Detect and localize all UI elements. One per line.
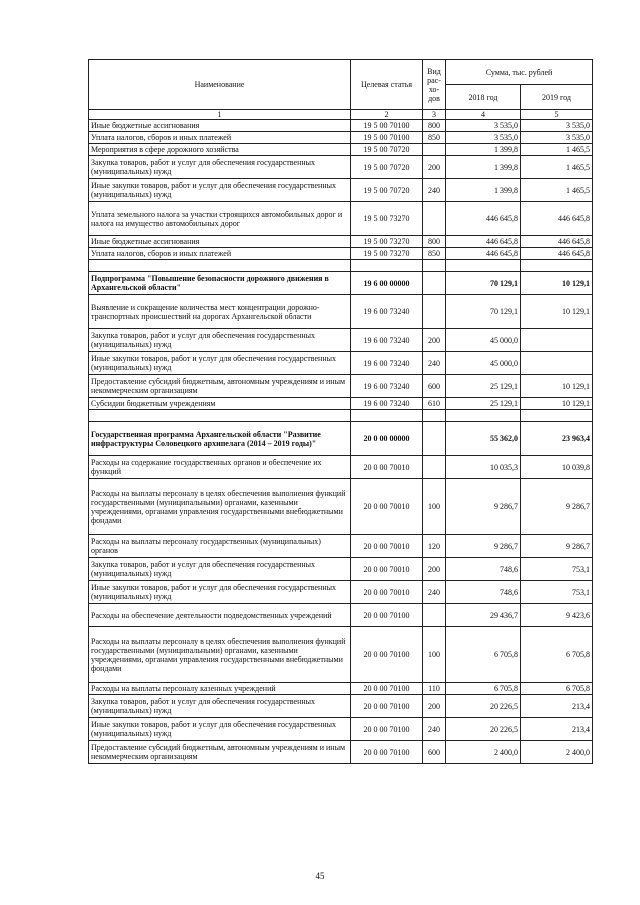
row-expense-type: 100 <box>423 627 446 683</box>
row-value-2019: 213,4 <box>521 718 593 741</box>
row-expense-type: 240 <box>423 179 446 202</box>
row-target-code: 19 5 00 70720 <box>351 179 423 202</box>
table-row <box>89 456 593 479</box>
table-row <box>89 156 593 179</box>
row-value-2018: 20 226,5 <box>446 718 521 741</box>
table-row <box>89 398 593 410</box>
row-value-2019: 23 963,4 <box>521 422 593 456</box>
spacer-cell <box>521 260 593 272</box>
row-name: Иные закупки товаров, работ и услуг для обеспечения государственных (муниципальных) нужд <box>89 581 351 604</box>
row-target-code: 19 6 00 73240 <box>351 352 423 375</box>
row-expense-type: 200 <box>423 156 446 179</box>
row-value-2019: 446 645,8 <box>521 202 593 236</box>
row-target-code: 20 0 00 70010 <box>351 558 423 581</box>
header-row <box>89 60 593 85</box>
row-target-code: 19 6 00 73240 <box>351 375 423 398</box>
table-row <box>89 236 593 248</box>
table-row <box>89 179 593 202</box>
row-value-2018: 748,6 <box>446 558 521 581</box>
row-value-2019: 10 129,1 <box>521 295 593 329</box>
row-target-code: 20 0 00 70100 <box>351 695 423 718</box>
row-name: Закупка товаров, работ и услуг для обеспечения государственных (муниципальных) нужд <box>89 695 351 718</box>
row-target-code: 20 0 00 00000 <box>351 422 423 456</box>
row-target-code: 19 6 00 73240 <box>351 329 423 352</box>
row-target-code: 20 0 00 70010 <box>351 581 423 604</box>
row-value-2018: 9 286,7 <box>446 479 521 535</box>
row-expense-type: 100 <box>423 479 446 535</box>
row-target-code: 19 6 00 00000 <box>351 272 423 295</box>
row-value-2019 <box>521 352 593 375</box>
row-expense-type <box>423 604 446 627</box>
row-name: Уплата земельного налога за участки строящихся автомобильных дорог и налога на имущество автомобильных дорог <box>89 202 351 236</box>
row-target-code: 20 0 00 70010 <box>351 535 423 558</box>
row-target-code: 19 6 00 73240 <box>351 398 423 410</box>
table-row <box>89 581 593 604</box>
row-value-2019: 3 535,0 <box>521 132 593 144</box>
column-number: 1 <box>89 110 351 120</box>
row-name: Подпрограмма "Повышение безопасности дорожного движения в Архангельской области" <box>89 272 351 295</box>
row-expense-type: 240 <box>423 581 446 604</box>
row-expense-type <box>423 422 446 456</box>
row-name: Расходы на выплаты персоналу государственных (муниципальных) органов <box>89 535 351 558</box>
column-number-row <box>89 110 593 120</box>
table-row <box>89 741 593 764</box>
row-value-2019: 753,1 <box>521 558 593 581</box>
row-target-code: 19 5 00 70720 <box>351 156 423 179</box>
row-value-2018: 45 000,0 <box>446 352 521 375</box>
row-value-2019: 1 465,5 <box>521 144 593 156</box>
row-value-2018: 446 645,8 <box>446 248 521 260</box>
row-value-2018: 3 535,0 <box>446 132 521 144</box>
spacer-row <box>89 410 593 422</box>
table-row <box>89 627 593 683</box>
row-expense-type: 240 <box>423 718 446 741</box>
row-value-2018: 45 000,0 <box>446 329 521 352</box>
table-row <box>89 422 593 456</box>
row-value-2019: 1 465,5 <box>521 179 593 202</box>
row-value-2019: 6 705,8 <box>521 627 593 683</box>
budget-table-body <box>89 60 593 764</box>
table-row <box>89 202 593 236</box>
table-row <box>89 248 593 260</box>
spacer-cell <box>423 410 446 422</box>
row-target-code: 19 5 00 73270 <box>351 236 423 248</box>
row-value-2019: 10 129,1 <box>521 375 593 398</box>
row-target-code: 19 5 00 70720 <box>351 144 423 156</box>
header-year-2019: 2019 год <box>521 85 593 110</box>
row-expense-type: 610 <box>423 398 446 410</box>
row-expense-type: 200 <box>423 558 446 581</box>
row-name: Иные бюджетные ассигнования <box>89 120 351 132</box>
row-name: Расходы на обеспечение деятельности подведомственных учреждений <box>89 604 351 627</box>
row-value-2018: 1 399,8 <box>446 179 521 202</box>
row-target-code: 20 0 00 70100 <box>351 627 423 683</box>
spacer-cell <box>446 260 521 272</box>
row-value-2018: 446 645,8 <box>446 202 521 236</box>
row-value-2018: 29 436,7 <box>446 604 521 627</box>
row-value-2019: 1 465,5 <box>521 156 593 179</box>
row-target-code: 20 0 00 70010 <box>351 456 423 479</box>
row-name: Выявление и сокращение количества мест концентрации дорожно-транспортных происшествий на дорогах Архангельской области <box>89 295 351 329</box>
row-target-code: 20 0 00 70100 <box>351 741 423 764</box>
table-row <box>89 479 593 535</box>
table-row <box>89 683 593 695</box>
row-value-2018: 20 226,5 <box>446 695 521 718</box>
budget-table <box>88 59 593 764</box>
row-name: Иные закупки товаров, работ и услуг для обеспечения государственных (муниципальных) нужд <box>89 718 351 741</box>
row-value-2018: 6 705,8 <box>446 683 521 695</box>
row-expense-type: 200 <box>423 695 446 718</box>
row-value-2018: 1 399,8 <box>446 144 521 156</box>
row-expense-type: 240 <box>423 352 446 375</box>
spacer-cell <box>351 410 423 422</box>
row-value-2018: 55 362,0 <box>446 422 521 456</box>
row-name: Уплата налогов, сборов и иных платежей <box>89 132 351 144</box>
column-number: 5 <box>521 110 593 120</box>
spacer-row <box>89 260 593 272</box>
row-value-2019: 9 286,7 <box>521 479 593 535</box>
spacer-cell <box>446 410 521 422</box>
table-row <box>89 604 593 627</box>
row-expense-type <box>423 272 446 295</box>
row-expense-type: 120 <box>423 535 446 558</box>
row-target-code: 19 6 00 73240 <box>351 295 423 329</box>
row-name: Субсидии бюджетным учреждениям <box>89 398 351 410</box>
row-name: Мероприятия в сфере дорожного хозяйства <box>89 144 351 156</box>
row-name: Расходы на выплаты персоналу казенных учреждений <box>89 683 351 695</box>
table-row <box>89 272 593 295</box>
row-name: Уплата налогов, сборов и иных платежей <box>89 248 351 260</box>
row-value-2018: 70 129,1 <box>446 295 521 329</box>
row-expense-type: 600 <box>423 741 446 764</box>
table-row <box>89 695 593 718</box>
spacer-cell <box>423 260 446 272</box>
row-expense-type <box>423 144 446 156</box>
table-row <box>89 535 593 558</box>
table-row <box>89 375 593 398</box>
row-value-2018: 6 705,8 <box>446 627 521 683</box>
header-target: Целевая статья <box>351 60 423 110</box>
column-number: 2 <box>351 110 423 120</box>
row-value-2018: 25 129,1 <box>446 375 521 398</box>
row-target-code: 19 5 00 73270 <box>351 202 423 236</box>
row-value-2018: 748,6 <box>446 581 521 604</box>
row-name: Закупка товаров, работ и услуг для обеспечения государственных (муниципальных) нужд <box>89 156 351 179</box>
row-value-2018: 2 400,0 <box>446 741 521 764</box>
row-value-2019: 3 535,0 <box>521 120 593 132</box>
table-row <box>89 558 593 581</box>
header-expense-type: Вид рас-хо-дов <box>423 60 446 110</box>
row-value-2019: 753,1 <box>521 581 593 604</box>
row-expense-type: 850 <box>423 132 446 144</box>
spacer-cell <box>521 410 593 422</box>
row-expense-type <box>423 456 446 479</box>
spacer-cell <box>351 260 423 272</box>
row-value-2019: 446 645,8 <box>521 236 593 248</box>
row-value-2019: 9 423,6 <box>521 604 593 627</box>
row-value-2019: 10 129,1 <box>521 272 593 295</box>
spacer-cell <box>89 260 351 272</box>
table-row <box>89 718 593 741</box>
row-name: Расходы на выплаты персоналу в целях обеспечения выполнения функций государственными (муниципальными) органами, казенными учреждениями, органами управления государственными внебюджетными фондами <box>89 627 351 683</box>
table-row <box>89 144 593 156</box>
row-expense-type: 800 <box>423 236 446 248</box>
row-value-2018: 9 286,7 <box>446 535 521 558</box>
row-value-2018: 3 535,0 <box>446 120 521 132</box>
row-expense-type: 600 <box>423 375 446 398</box>
row-name: Государственная программа Архангельской области "Развитие инфраструктуры Соловецкого архипелага (2014 – 2019 годы)" <box>89 422 351 456</box>
row-name: Иные закупки товаров, работ и услуг для обеспечения государственных (муниципальных) нужд <box>89 179 351 202</box>
page-number: 45 <box>315 871 325 881</box>
row-target-code: 20 0 00 70010 <box>351 479 423 535</box>
row-expense-type: 110 <box>423 683 446 695</box>
row-name: Закупка товаров, работ и услуг для обеспечения государственных (муниципальных) нужд <box>89 329 351 352</box>
spacer-cell <box>89 410 351 422</box>
row-value-2019: 2 400,0 <box>521 741 593 764</box>
header-sum: Сумма, тыс. рублей <box>446 60 593 85</box>
row-value-2018: 10 035,3 <box>446 456 521 479</box>
row-name: Иные закупки товаров, работ и услуг для обеспечения государственных (муниципальных) нужд <box>89 352 351 375</box>
row-expense-type: 800 <box>423 120 446 132</box>
row-name: Предоставление субсидий бюджетным, автономным учреждениям и иным некоммерческим организациям <box>89 741 351 764</box>
row-target-code: 20 0 00 70100 <box>351 718 423 741</box>
row-value-2018: 1 399,8 <box>446 156 521 179</box>
row-value-2019: 446 645,8 <box>521 248 593 260</box>
row-target-code: 20 0 00 70100 <box>351 683 423 695</box>
row-value-2018: 25 129,1 <box>446 398 521 410</box>
column-number: 4 <box>446 110 521 120</box>
row-expense-type <box>423 295 446 329</box>
row-target-code: 19 5 00 70100 <box>351 132 423 144</box>
table-row <box>89 295 593 329</box>
table-row <box>89 120 593 132</box>
row-value-2019: 6 705,8 <box>521 683 593 695</box>
row-name: Иные бюджетные ассигнования <box>89 236 351 248</box>
row-name: Расходы на содержание государственных органов и обеспечение их функций <box>89 456 351 479</box>
row-expense-type: 200 <box>423 329 446 352</box>
row-value-2018: 446 645,8 <box>446 236 521 248</box>
row-expense-type <box>423 202 446 236</box>
row-name: Расходы на выплаты персоналу в целях обеспечения выполнения функций государственными (муниципальными) органами, казенными учреждениями, органами управления государственными внебюджетными фондами <box>89 479 351 535</box>
table-row <box>89 132 593 144</box>
row-value-2019: 10 039,8 <box>521 456 593 479</box>
row-target-code: 19 5 00 73270 <box>351 248 423 260</box>
row-target-code: 19 5 00 70100 <box>351 120 423 132</box>
row-value-2019: 10 129,1 <box>521 398 593 410</box>
table-row <box>89 329 593 352</box>
table-row <box>89 352 593 375</box>
row-value-2019 <box>521 329 593 352</box>
column-number: 3 <box>423 110 446 120</box>
row-expense-type: 850 <box>423 248 446 260</box>
row-target-code: 20 0 00 70100 <box>351 604 423 627</box>
header-year-2018: 2018 год <box>446 85 521 110</box>
row-value-2019: 213,4 <box>521 695 593 718</box>
row-value-2019: 9 286,7 <box>521 535 593 558</box>
row-value-2018: 70 129,1 <box>446 272 521 295</box>
row-name: Предоставление субсидий бюджетным, автономным учреждениям и иным некоммерческим организациям <box>89 375 351 398</box>
row-name: Закупка товаров, работ и услуг для обеспечения государственных (муниципальных) нужд <box>89 558 351 581</box>
header-name: Наименование <box>89 60 351 110</box>
